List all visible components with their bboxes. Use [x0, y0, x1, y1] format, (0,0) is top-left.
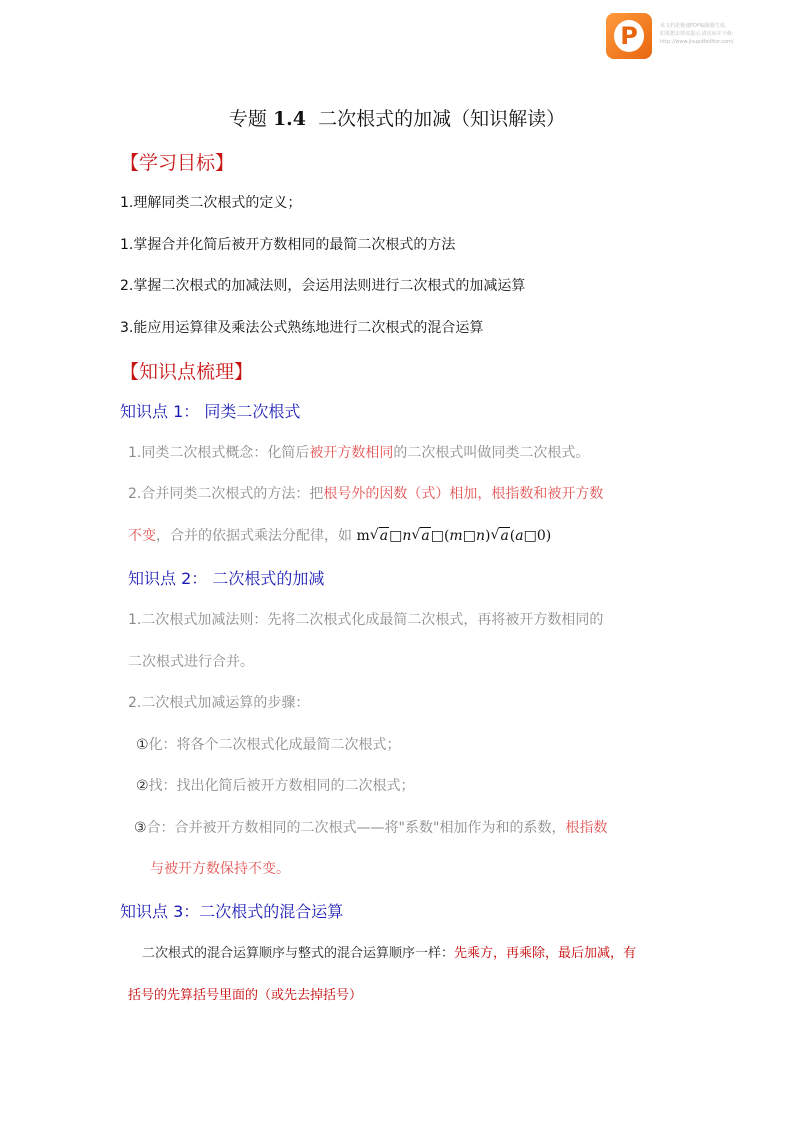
step-number: ① — [136, 737, 149, 753]
kp1-text: 2.合并同类二次根式的方法：把 — [128, 486, 324, 502]
formula-part: n — [402, 528, 412, 544]
logo-glyph: P — [620, 22, 638, 50]
kp1-text: 1.同类二次根式概念：化简后 — [128, 445, 310, 461]
kp1-highlight: 根号外的因数（式）相加，根指数和被开方数 — [323, 486, 604, 502]
step-text: 找：找出化简后被开方数相同的二次根式； — [148, 778, 415, 794]
knowledge-heading: 【知识点梳理】 — [120, 361, 254, 383]
kp2-line: 二次根式进行合并。 — [128, 654, 254, 670]
title-number: 1.4 — [272, 108, 306, 130]
kp3-title: 知识点 3：二次根式的混合运算 — [120, 902, 344, 921]
kp3-highlight: 先乘方，再乘除，最后加减，有 — [454, 946, 637, 961]
formula-part: a — [515, 528, 524, 544]
step-text: 合：合并被开方数相同的二次根式——将"系数"相加作为和的系数， — [146, 820, 566, 836]
kp3-line-2: 括号的先算括号里面的（或先去掉括号） — [128, 988, 363, 1003]
kp2-step — [136, 775, 415, 795]
step-text: 化：将各个二次根式化成最简二次根式； — [148, 737, 401, 753]
objective-item: 1.理解同类二次根式的定义； — [120, 195, 302, 211]
objective-item: 2.掌握二次根式的加减法则，会运用法则进行二次根式的加减运算 — [120, 278, 526, 294]
logo-note-line: 该文档是极速PDF编辑器生成, — [660, 23, 727, 29]
kp1-title: 知识点 1： 同类二次根式 — [120, 402, 301, 421]
logo-note-line: 如果想去掉该提示,请访问并下载: — [660, 31, 734, 37]
page-title — [0, 104, 794, 131]
step-highlight: 根指数 — [565, 820, 608, 836]
kp2-line: 2.二次根式加减运算的步骤： — [128, 695, 310, 711]
title-text: 二次根式的加减（知识解读） — [318, 108, 566, 130]
formula-part: □ — [462, 528, 476, 544]
step-number: ② — [136, 778, 149, 794]
formula-part: ) — [545, 528, 552, 544]
title-prefix: 专题 — [228, 108, 267, 130]
formula-part: a — [421, 528, 430, 544]
step-number: ③ — [134, 820, 147, 836]
kp2-title: 知识点 2： 二次根式的加减 — [128, 569, 325, 588]
formula-part: a — [500, 528, 509, 544]
kp3-line-1 — [142, 942, 636, 961]
kp1-highlight: 不变 — [128, 528, 156, 544]
formula-part: □ — [523, 528, 537, 544]
formula-radical — [370, 528, 389, 544]
objective-item: 1.掌握合并化简后被开方数相同的最简二次根式的方法 — [120, 237, 456, 253]
formula-part: n — [475, 528, 485, 544]
formula-part: □ — [430, 528, 444, 544]
kp2-step — [136, 734, 401, 754]
kp1-text: 的二次根式叫做同类二次根式。 — [393, 445, 590, 461]
kp2-step-continued: 与被开方数保持不变。 — [150, 861, 290, 877]
formula-radical — [411, 528, 430, 544]
formula-part: a — [379, 528, 389, 544]
kp1-text: ，合并的依据式乘法分配律，如 — [156, 528, 352, 544]
kp3-text: 二次根式的混合运算顺序与整式的混合运算顺序一样： — [142, 946, 455, 961]
formula-part: m — [449, 528, 463, 544]
objectives-heading: 【学习目标】 — [120, 152, 235, 174]
formula-part: 0 — [536, 528, 546, 544]
kp2-step — [134, 817, 607, 837]
formula-part: ( — [509, 528, 516, 544]
formula-part: □ — [389, 528, 403, 544]
objective-item: 3.能应用运算律及乘法公式熟练地进行二次根式的混合运算 — [120, 320, 484, 336]
formula-part: ( — [443, 528, 450, 544]
kp1-line-3 — [128, 525, 551, 545]
kp2-line: 1.二次根式加减法则：先将二次根式化成最简二次根式，再将被开方数相同的 — [128, 612, 604, 628]
formula-part: ) — [484, 528, 491, 544]
logo-note-line: http://www.jisupdfeditor.com/ — [660, 39, 734, 45]
formula-part: m — [356, 528, 370, 544]
formula-radical — [490, 528, 509, 544]
logo-note — [660, 22, 790, 46]
kp1-formula — [356, 528, 551, 544]
kp1-highlight: 被开方数相同 — [309, 445, 394, 461]
kp1-line-1 — [128, 442, 589, 462]
kp1-line-2 — [128, 483, 603, 503]
pdf-editor-logo-icon — [606, 13, 652, 59]
